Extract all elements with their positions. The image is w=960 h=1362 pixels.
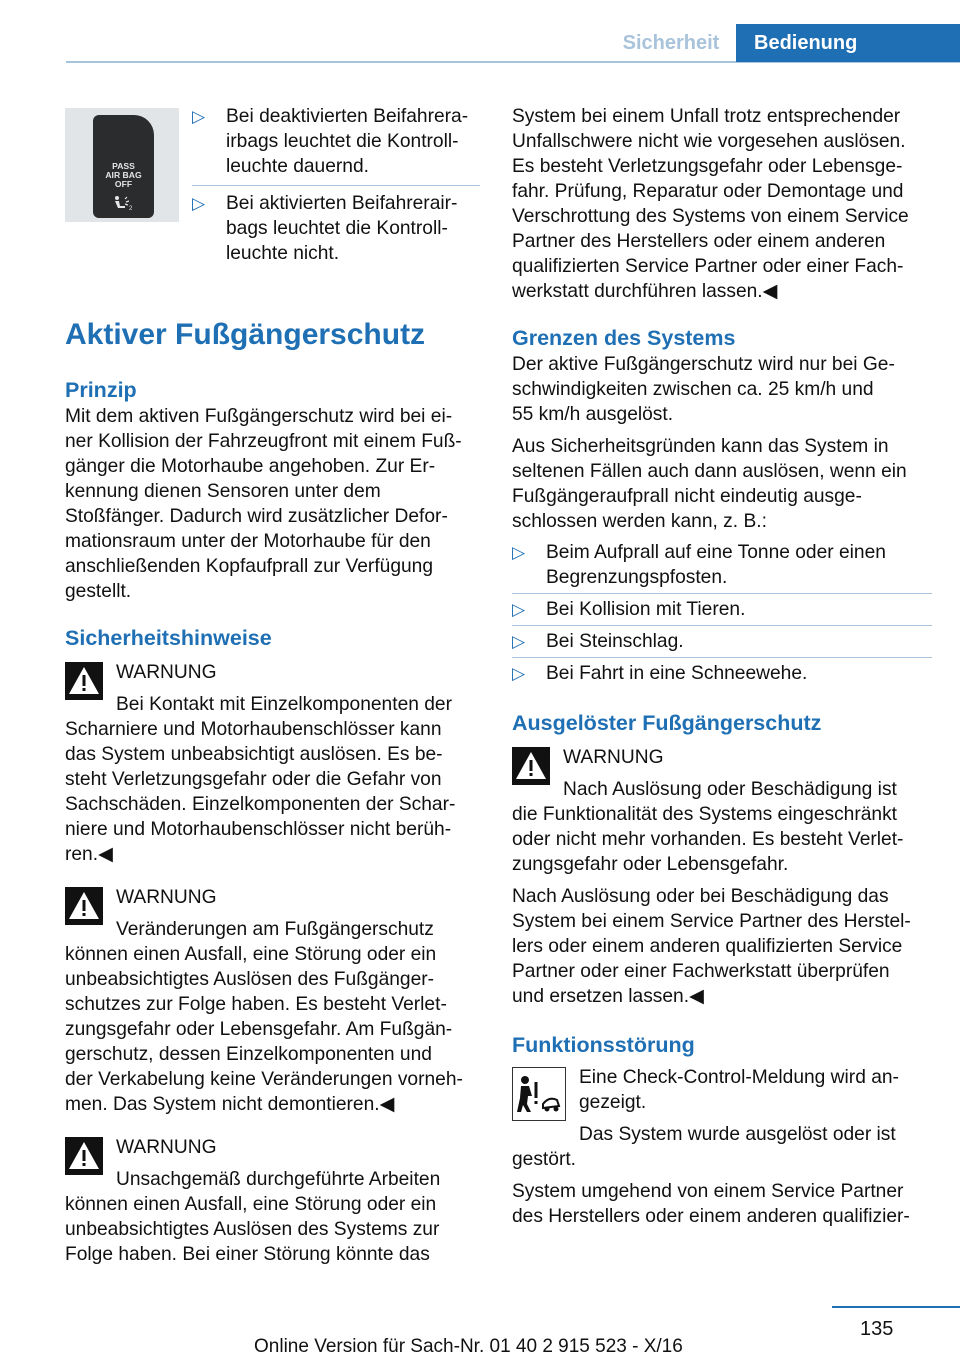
fault-text-2: gezeigt. (579, 1092, 647, 1113)
list-divider (192, 185, 480, 186)
warning-text-first: Nach Auslösung oder Beschädigung ist (563, 779, 897, 800)
right-column (512, 104, 932, 1229)
warning-text-first: Bei Kontakt mit Einzelkomponenten der (116, 694, 452, 715)
section-heading-sicherheitshinweise: Sicherheitshinweise (65, 626, 272, 650)
bullet-triangle-icon: ▷ (512, 600, 526, 619)
warning-text-first: Veränderungen am Fußgängerschutz (116, 919, 434, 940)
tab-sicherheit[interactable]: Sicherheit (622, 31, 720, 54)
list-item: ▷ Bei Steinschlag. (512, 631, 684, 652)
page-title: Aktiver Fußgängerschutz (65, 318, 426, 351)
warning-triangle-icon (65, 1137, 103, 1175)
pedestrian-protection-fault-icon (512, 1067, 566, 1121)
warning-triangle-icon (65, 887, 103, 925)
grenzen-text-2: Aus Sicherheitsgründen kann das System in seltenen Fällen auch dann auslösen, wenn ein Fußgängeraufprall nicht eindeutig ausge- schlossen werden kann, z. B.: (512, 436, 907, 532)
ausgeloest-text: Nach Auslösung oder bei Beschädigung das System bei einem Service Partner des Herstel- lers oder einem anderen qualifizierten Service Partner oder einer Fachwerkstatt überprüfen und ersetzen lassen.◀ (512, 886, 911, 1007)
list-divider (512, 657, 932, 658)
list-divider (512, 625, 932, 626)
left-column (65, 376, 479, 1267)
section-heading-ausgeloest: Ausgelöster Fußgängerschutz (512, 711, 822, 735)
warning-block (65, 1135, 479, 1267)
list-item: ▷ Bei aktivierten Beifahrerair- bags leuchtet die Kontroll- leuchte nicht. (192, 193, 458, 264)
passenger-airbag-off-image (65, 108, 179, 222)
fault-text-5: System umgehend von einem Service Partner des Herstellers oder einem anderen qualifizier- (512, 1181, 910, 1227)
warning-block (65, 660, 479, 867)
bullet-triangle-icon: ▷ (512, 664, 526, 683)
warning-block (512, 745, 932, 877)
warning-block (65, 885, 479, 1117)
list-item: ▷ Beim Aufprall auf eine Tonne oder einen Begrenzungspfosten. (512, 542, 886, 588)
fault-block (512, 1065, 932, 1172)
bullet-triangle-icon: ▷ (192, 107, 206, 126)
fault-text-1: Eine Check-Control-Meldung wird an- (579, 1067, 899, 1088)
bullet-triangle-icon: ▷ (512, 632, 526, 651)
warning-text: können einen Ausfall, eine Störung oder ein unbeabsichtigtes Auslösen des Systems zur Folge haben. Bei einer Störung könnte das (65, 1194, 440, 1265)
warning-triangle-icon (512, 747, 550, 785)
airbag-text-airbag: AIR BAG (105, 170, 142, 180)
list-item: ▷ Bei Kollision mit Tieren. (512, 599, 746, 620)
airbag-bullet-list (192, 104, 480, 266)
fault-text-4: gestört. (512, 1149, 576, 1170)
bullet-triangle-icon: ▷ (512, 543, 526, 562)
footer-online-version: Online Version für Sach-Nr. 01 40 2 915 523 - X/16 (254, 1336, 683, 1357)
section-heading-grenzen: Grenzen des Systems (512, 326, 736, 350)
section-heading-prinzip: Prinzip (65, 378, 137, 402)
warning-text: Scharniere und Motorhaubenschlösser kann das System unbeabsichtigt auslösen. Es be- steht Verletzungsgefahr oder die Gefahr von Sachschäden. Einzelkomponenten der Schar- niere und Motorhaubenschlösser nicht berüh- ren.◀ (65, 719, 456, 865)
fault-text-3: Das System wurde ausgelöst oder ist (579, 1124, 896, 1145)
bullet-triangle-icon: ▷ (192, 194, 206, 213)
tab-bedienung[interactable]: Bedienung (736, 24, 960, 62)
section-heading-funktionsstoerung: Funktionsstörung (512, 1033, 695, 1057)
list-item: ▷ Bei Fahrt in eine Schneewehe. (512, 663, 808, 684)
grenzen-text-1: Der aktive Fußgängerschutz wird nur bei Ge- schwindigkeiten zwischen ca. 25 km/h und 55 km/h ausgelöst. (512, 354, 895, 425)
warning-label: WARNUNG (116, 887, 217, 908)
warning-label: WARNUNG (563, 747, 664, 768)
page-number: 135 (860, 1318, 894, 1340)
list-divider (512, 593, 932, 594)
grenzen-bullet-list (512, 540, 932, 686)
warning-label: WARNUNG (116, 1137, 217, 1158)
warning-text: können einen Ausfall, eine Störung oder ein unbeabsichtigtes Auslösen des Fußgänger- schutzes zur Folge haben. Es besteht Verlet- zungsgefahr oder Lebensgefahr. Am Fußgän- gerschutz, dessen Einzelkomponenten und der Verkabelung keine Veränderungen vorneh- men. Das System nicht demontieren.◀ (65, 944, 463, 1115)
warning-triangle-icon (65, 662, 103, 700)
prinzip-text: Mit dem aktiven Fußgängerschutz wird bei ei- ner Kollision der Fahrzeugfront mit einem Fuß- gänger die Motorhaube angehoben. Zur Er- kennung dienen Sensoren unter dem Stoßfänger. Dadurch wird zusätzlicher Defor- mationsraum unter der Motorhaube für den anschließenden Kopfaufprall zur Verfügung gestellt. (65, 406, 462, 602)
warning-text: die Funktionalität des Systems eingeschränkt oder nicht mehr vorhanden. Es besteht Verlet- zungsgefahr oder Lebensgefahr. (512, 804, 904, 875)
svg-text:2: 2 (129, 206, 133, 211)
warning-label: WARNUNG (116, 662, 217, 683)
airbag-text-off: OFF (114, 179, 133, 189)
list-item: ▷ Bei deaktivierten Beifahrera- irbags leuchtet die Kontroll- leuchte dauernd. (192, 106, 469, 177)
airbag-text-pass: PASS (112, 161, 135, 171)
footer-rule (832, 1306, 960, 1308)
seat-airbag-icon (111, 195, 135, 211)
warning-continuation-text: System bei einem Unfall trotz entsprechender Unfallschwere nicht wie vorgesehen auslösen. Es besteht Verletzungsgefahr oder Lebensge- fahr. Prüfung, Reparatur oder Demontage und Verschrottung des Systems von einem Service Partner des Herstellers oder einem anderen qualifizierten Service Partner oder einer Fach- werkstatt durchführen lassen.◀ (512, 106, 909, 302)
warning-text-first: Unsachgemäß durchgeführte Arbeiten (116, 1169, 441, 1190)
airbag-switch (93, 115, 154, 218)
